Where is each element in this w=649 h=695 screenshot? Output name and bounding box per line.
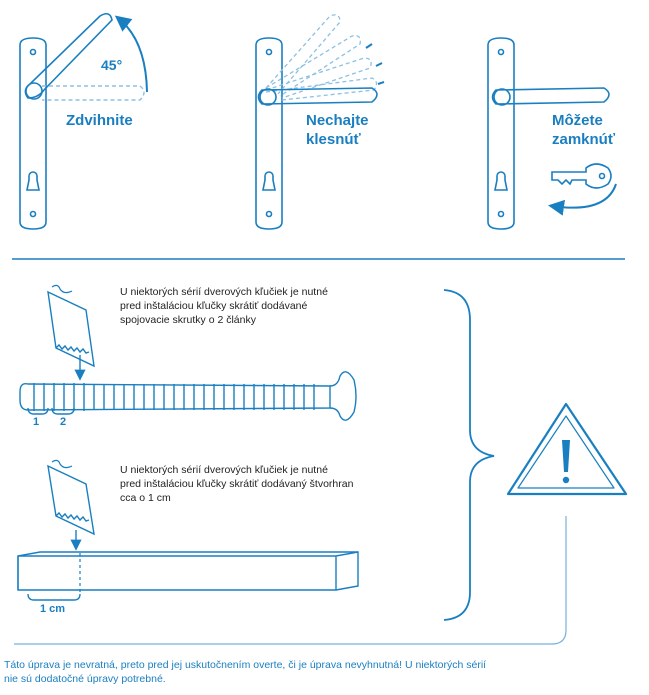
connecting-screw bbox=[20, 372, 356, 420]
length-bracket bbox=[28, 594, 80, 600]
step-2-label: Nechajte klesnúť bbox=[306, 112, 369, 148]
step-3-label: Môžete zamknúť bbox=[552, 112, 616, 148]
motion-ticks bbox=[366, 44, 384, 84]
door-handle-plate-2 bbox=[256, 38, 282, 229]
footer-warning: Táto úprava je nevratná, preto pred jej uskutočnením overte, či je úprava nevyhnutná! U niektorých sérií nie sú dodatočné úpravy potrebné. bbox=[4, 659, 487, 685]
warning-leader bbox=[14, 516, 566, 644]
saw-icon-1 bbox=[48, 285, 94, 366]
angle-label: 45° bbox=[101, 57, 123, 73]
handle-original-dashed bbox=[42, 86, 144, 100]
spindle-note: U niektorých sérií dverových kľučiek je nutné pred inštaláciou kľučky skrátiť dodávaný štvorhran cca o 1 cm bbox=[120, 464, 354, 504]
turn-arrow bbox=[552, 184, 616, 208]
segment-brackets bbox=[28, 408, 74, 414]
segment-1-label: 1 bbox=[33, 416, 40, 428]
saw-icon-2 bbox=[48, 460, 94, 534]
angle-arc-arrow bbox=[118, 18, 147, 92]
screw-note: U niektorých sérií dverových kľučiek je nutné pred inštaláciou kľučky skrátiť dodávané spojovacie skrutky o 2 články bbox=[120, 286, 328, 326]
handle-horizontal bbox=[493, 88, 610, 105]
door-handle-plate-1 bbox=[20, 38, 46, 229]
door-handle-plate-3 bbox=[488, 38, 514, 229]
key-icon bbox=[552, 164, 611, 188]
warning-icon bbox=[508, 404, 626, 494]
curly-brace bbox=[444, 290, 494, 620]
spindle-length-label: 1 cm bbox=[40, 603, 66, 615]
step-1-label: Zdvihnite bbox=[66, 112, 133, 129]
segment-2-label: 2 bbox=[60, 416, 67, 428]
square-spindle bbox=[18, 552, 358, 590]
